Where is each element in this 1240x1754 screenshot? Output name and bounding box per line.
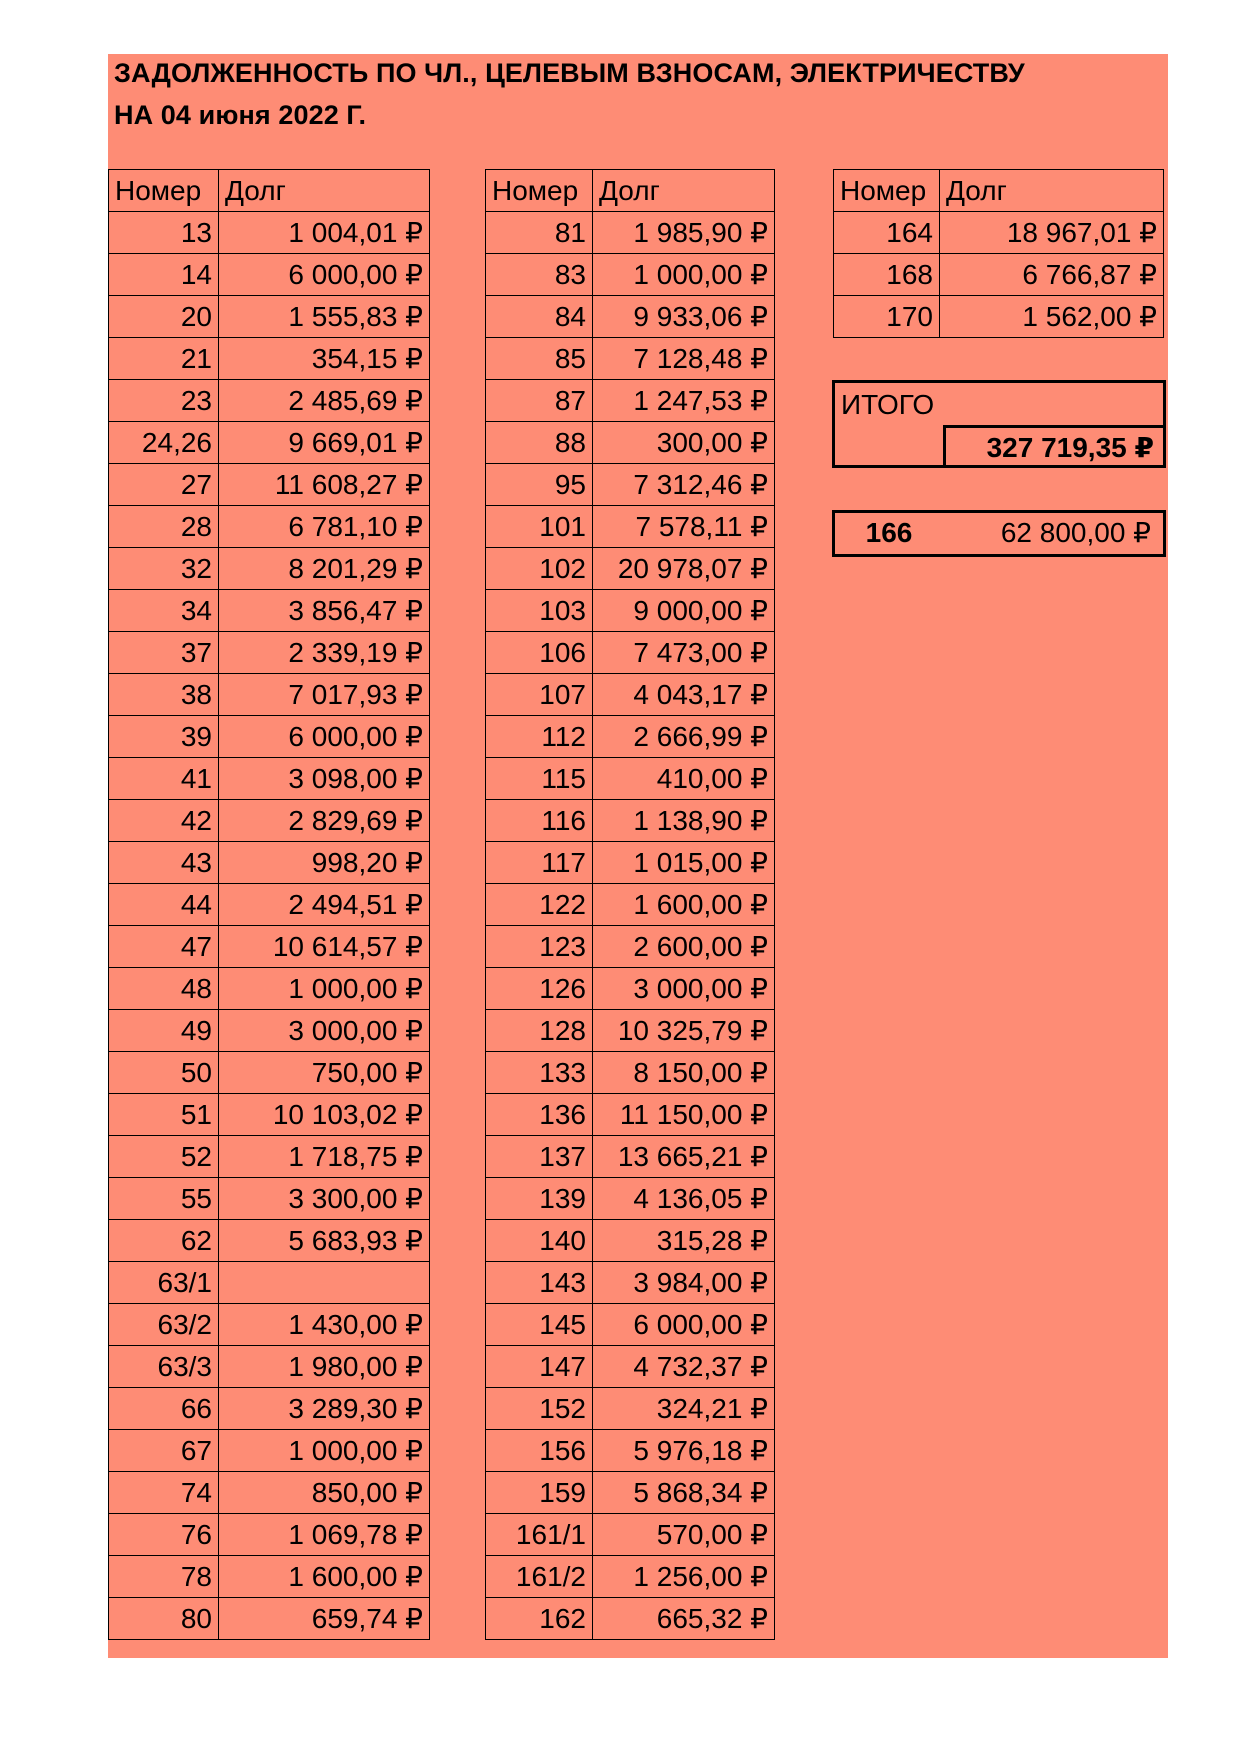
debt-amount: 300,00 ₽ [593, 422, 775, 464]
debt-amount: 315,28 ₽ [593, 1220, 775, 1262]
debt-amount: 5 683,93 ₽ [219, 1220, 430, 1262]
debt-amount: 9 933,06 ₽ [593, 296, 775, 338]
debt-amount: 665,32 ₽ [593, 1598, 775, 1640]
table-row [109, 968, 430, 1010]
table-row [486, 1136, 775, 1178]
plot-number: 74 [109, 1472, 219, 1514]
table-row [109, 380, 430, 422]
table-row [109, 674, 430, 716]
plot-number: 139 [486, 1178, 593, 1220]
debt-amount: 5 976,18 ₽ [593, 1430, 775, 1472]
plot-number: 116 [486, 800, 593, 842]
table-row [486, 1262, 775, 1304]
plot-number: 67 [109, 1430, 219, 1472]
table-row [486, 1010, 775, 1052]
header-debt: Долг [940, 170, 1164, 212]
table-row [109, 800, 430, 842]
table-row [109, 1052, 430, 1094]
debt-amount: 20 978,07 ₽ [593, 548, 775, 590]
debt-amount: 7 473,00 ₽ [593, 632, 775, 674]
debt-amount: 11 608,27 ₽ [219, 464, 430, 506]
plot-number: 39 [109, 716, 219, 758]
table-row [109, 1094, 430, 1136]
table-row [109, 1346, 430, 1388]
debt-amount: 3 856,47 ₽ [219, 590, 430, 632]
plot-number: 32 [109, 548, 219, 590]
plot-number: 152 [486, 1388, 593, 1430]
plot-number: 87 [486, 380, 593, 422]
plot-number: 159 [486, 1472, 593, 1514]
total-box [832, 380, 1166, 468]
table-row [834, 254, 1164, 296]
table-row [109, 1598, 430, 1640]
debt-amount: 8 150,00 ₽ [593, 1052, 775, 1094]
debt-amount: 3 098,00 ₽ [219, 758, 430, 800]
table-row [486, 548, 775, 590]
plot-number: 137 [486, 1136, 593, 1178]
debt-amount: 410,00 ₽ [593, 758, 775, 800]
plot-number: 66 [109, 1388, 219, 1430]
plot-number: 51 [109, 1094, 219, 1136]
plot-number: 143 [486, 1262, 593, 1304]
plot-number: 47 [109, 926, 219, 968]
plot-number: 112 [486, 716, 593, 758]
plot-number: 164 [834, 212, 940, 254]
table-header-row [109, 170, 430, 212]
table-row [109, 1556, 430, 1598]
debt-amount: 4 136,05 ₽ [593, 1178, 775, 1220]
plot-number: 161/2 [486, 1556, 593, 1598]
plot-number: 48 [109, 968, 219, 1010]
table-row [109, 1430, 430, 1472]
table-row [486, 1556, 775, 1598]
debt-amount: 18 967,01 ₽ [940, 212, 1164, 254]
table-row [486, 590, 775, 632]
debt-amount: 9 000,00 ₽ [593, 590, 775, 632]
debt-amount [219, 1262, 430, 1304]
table-row [486, 1388, 775, 1430]
debt-amount: 2 600,00 ₽ [593, 926, 775, 968]
debt-amount: 850,00 ₽ [219, 1472, 430, 1514]
plot-number: 162 [486, 1598, 593, 1640]
table-row [486, 1346, 775, 1388]
plot-number: 117 [486, 842, 593, 884]
plot-number: 85 [486, 338, 593, 380]
table-row [486, 926, 775, 968]
table-header-row [834, 170, 1164, 212]
plot-number: 62 [109, 1220, 219, 1262]
table-row [486, 758, 775, 800]
table-row [109, 842, 430, 884]
table-row [109, 1514, 430, 1556]
debt-amount: 7 578,11 ₽ [593, 506, 775, 548]
plot-number: 42 [109, 800, 219, 842]
extra-debt-box [832, 510, 1166, 557]
table-row [486, 968, 775, 1010]
plot-number: 38 [109, 674, 219, 716]
debt-amount: 570,00 ₽ [593, 1514, 775, 1556]
table-row [486, 380, 775, 422]
debt-amount: 7 017,93 ₽ [219, 674, 430, 716]
plot-number: 136 [486, 1094, 593, 1136]
debt-amount: 2 829,69 ₽ [219, 800, 430, 842]
plot-number: 37 [109, 632, 219, 674]
table-row [486, 1514, 775, 1556]
plot-number: 84 [486, 296, 593, 338]
table-row [486, 632, 775, 674]
table-row [109, 1010, 430, 1052]
debt-amount: 1 430,00 ₽ [219, 1304, 430, 1346]
plot-number: 147 [486, 1346, 593, 1388]
debt-table-1 [108, 169, 430, 1640]
debt-table-2 [485, 169, 775, 1640]
table-row [109, 338, 430, 380]
table-row [109, 1262, 430, 1304]
table-row [486, 800, 775, 842]
table-row [109, 716, 430, 758]
plot-number: 50 [109, 1052, 219, 1094]
plot-number: 41 [109, 758, 219, 800]
debt-amount: 2 485,69 ₽ [219, 380, 430, 422]
extra-debt-number: 166 [865, 517, 913, 548]
table-row [109, 422, 430, 464]
debt-amount: 1 980,00 ₽ [219, 1346, 430, 1388]
plot-number: 34 [109, 590, 219, 632]
header-number: Номер [834, 170, 940, 212]
table-row [486, 674, 775, 716]
plot-number: 88 [486, 422, 593, 464]
table-row [109, 254, 430, 296]
plot-number: 52 [109, 1136, 219, 1178]
extra-debt-amount: 62 800,00 ₽ [1000, 517, 1151, 548]
table-header-row [486, 170, 775, 212]
table-row [109, 464, 430, 506]
table-row [109, 926, 430, 968]
plot-number: 55 [109, 1178, 219, 1220]
table-row [109, 296, 430, 338]
plot-number: 63/1 [109, 1262, 219, 1304]
plot-number: 63/2 [109, 1304, 219, 1346]
plot-number: 140 [486, 1220, 593, 1262]
plot-number: 28 [109, 506, 219, 548]
plot-number: 95 [486, 464, 593, 506]
plot-number: 83 [486, 254, 593, 296]
debt-amount: 1 600,00 ₽ [219, 1556, 430, 1598]
plot-number: 115 [486, 758, 593, 800]
header-debt: Долг [593, 170, 775, 212]
table-row [486, 1178, 775, 1220]
plot-number: 63/3 [109, 1346, 219, 1388]
debt-amount: 1 985,90 ₽ [593, 212, 775, 254]
debt-amount: 6 766,87 ₽ [940, 254, 1164, 296]
table-row [486, 1304, 775, 1346]
table-row [109, 548, 430, 590]
debt-amount: 6 781,10 ₽ [219, 506, 430, 548]
debt-amount: 9 669,01 ₽ [219, 422, 430, 464]
table-row [486, 212, 775, 254]
plot-number: 123 [486, 926, 593, 968]
debt-amount: 1 138,90 ₽ [593, 800, 775, 842]
plot-number: 23 [109, 380, 219, 422]
debt-amount: 1 600,00 ₽ [593, 884, 775, 926]
plot-number: 102 [486, 548, 593, 590]
plot-number: 20 [109, 296, 219, 338]
debt-amount: 7 128,48 ₽ [593, 338, 775, 380]
table-row [109, 212, 430, 254]
debt-amount: 10 325,79 ₽ [593, 1010, 775, 1052]
table-row [486, 1598, 775, 1640]
debt-amount: 1 000,00 ₽ [219, 1430, 430, 1472]
plot-number: 128 [486, 1010, 593, 1052]
table-row [109, 1388, 430, 1430]
debt-amount: 1 069,78 ₽ [219, 1514, 430, 1556]
plot-number: 80 [109, 1598, 219, 1640]
plot-number: 126 [486, 968, 593, 1010]
table-row [109, 632, 430, 674]
plot-number: 81 [486, 212, 593, 254]
debt-amount: 4 043,17 ₽ [593, 674, 775, 716]
debt-amount: 11 150,00 ₽ [593, 1094, 775, 1136]
header-debt: Долг [219, 170, 430, 212]
table-row [486, 254, 775, 296]
table-row [486, 1220, 775, 1262]
debt-amount: 2 339,19 ₽ [219, 632, 430, 674]
debt-amount: 3 000,00 ₽ [219, 1010, 430, 1052]
table-row [109, 884, 430, 926]
debt-amount: 1 256,00 ₽ [593, 1556, 775, 1598]
plot-number: 101 [486, 506, 593, 548]
debt-amount: 1 247,53 ₽ [593, 380, 775, 422]
debt-amount: 2 494,51 ₽ [219, 884, 430, 926]
debt-amount: 3 000,00 ₽ [593, 968, 775, 1010]
plot-number: 14 [109, 254, 219, 296]
debt-amount: 4 732,37 ₽ [593, 1346, 775, 1388]
plot-number: 44 [109, 884, 219, 926]
table-row [834, 212, 1164, 254]
table-row [486, 1472, 775, 1514]
table-row [109, 1178, 430, 1220]
table-row [486, 842, 775, 884]
table-row [486, 464, 775, 506]
plot-number: 122 [486, 884, 593, 926]
table-row [109, 1136, 430, 1178]
debt-amount: 659,74 ₽ [219, 1598, 430, 1640]
table-row [109, 1304, 430, 1346]
plot-number: 21 [109, 338, 219, 380]
debt-amount: 1 555,83 ₽ [219, 296, 430, 338]
debt-amount: 1 015,00 ₽ [593, 842, 775, 884]
table-row [486, 1430, 775, 1472]
plot-number: 145 [486, 1304, 593, 1346]
debt-amount: 8 201,29 ₽ [219, 548, 430, 590]
total-label: ИТОГО [841, 389, 935, 420]
plot-number: 76 [109, 1514, 219, 1556]
debt-amount: 5 868,34 ₽ [593, 1472, 775, 1514]
header-number: Номер [486, 170, 593, 212]
debt-amount: 998,20 ₽ [219, 842, 430, 884]
plot-number: 49 [109, 1010, 219, 1052]
plot-number: 78 [109, 1556, 219, 1598]
debt-amount: 6 000,00 ₽ [219, 254, 430, 296]
debt-amount: 3 984,00 ₽ [593, 1262, 775, 1304]
plot-number: 156 [486, 1430, 593, 1472]
debt-amount: 1 562,00 ₽ [940, 296, 1164, 338]
debt-amount: 1 718,75 ₽ [219, 1136, 430, 1178]
debt-amount: 1 000,00 ₽ [593, 254, 775, 296]
plot-number: 13 [109, 212, 219, 254]
table-row [486, 296, 775, 338]
plot-number: 106 [486, 632, 593, 674]
table-row [109, 590, 430, 632]
plot-number: 103 [486, 590, 593, 632]
debt-amount: 2 666,99 ₽ [593, 716, 775, 758]
plot-number: 107 [486, 674, 593, 716]
plot-number: 168 [834, 254, 940, 296]
table-row [486, 1094, 775, 1136]
table-row [486, 884, 775, 926]
table-row [834, 296, 1164, 338]
page-title-line-1: ЗАДОЛЖЕННОСТЬ ПО ЧЛ., ЦЕЛЕВЫМ ВЗНОСАМ, ЭЛЕКТРИЧЕСТВУ [114, 58, 1025, 88]
plot-number: 161/1 [486, 1514, 593, 1556]
table-row [109, 1472, 430, 1514]
plot-number: 170 [834, 296, 940, 338]
table-row [109, 506, 430, 548]
table-row [486, 506, 775, 548]
plot-number: 27 [109, 464, 219, 506]
debt-amount: 324,21 ₽ [593, 1388, 775, 1430]
debt-amount: 10 614,57 ₽ [219, 926, 430, 968]
table-row [486, 1052, 775, 1094]
table-row [109, 758, 430, 800]
debt-amount: 1 000,00 ₽ [219, 968, 430, 1010]
debt-amount: 750,00 ₽ [219, 1052, 430, 1094]
debt-amount: 3 300,00 ₽ [219, 1178, 430, 1220]
table-row [109, 1220, 430, 1262]
debt-amount: 7 312,46 ₽ [593, 464, 775, 506]
page-title-line-2: НА 04 июня 2022 Г. [114, 100, 367, 130]
header-number: Номер [109, 170, 219, 212]
total-value: 327 719,35 ₽ [943, 425, 1166, 468]
debt-amount: 3 289,30 ₽ [219, 1388, 430, 1430]
table-row [486, 338, 775, 380]
debt-amount: 13 665,21 ₽ [593, 1136, 775, 1178]
plot-number: 24,26 [109, 422, 219, 464]
debt-amount: 354,15 ₽ [219, 338, 430, 380]
debt-table-3 [833, 169, 1164, 338]
table-row [486, 716, 775, 758]
debt-amount: 6 000,00 ₽ [593, 1304, 775, 1346]
plot-number: 43 [109, 842, 219, 884]
debt-amount: 10 103,02 ₽ [219, 1094, 430, 1136]
debt-amount: 1 004,01 ₽ [219, 212, 430, 254]
table-row [486, 422, 775, 464]
plot-number: 133 [486, 1052, 593, 1094]
debt-amount: 6 000,00 ₽ [219, 716, 430, 758]
